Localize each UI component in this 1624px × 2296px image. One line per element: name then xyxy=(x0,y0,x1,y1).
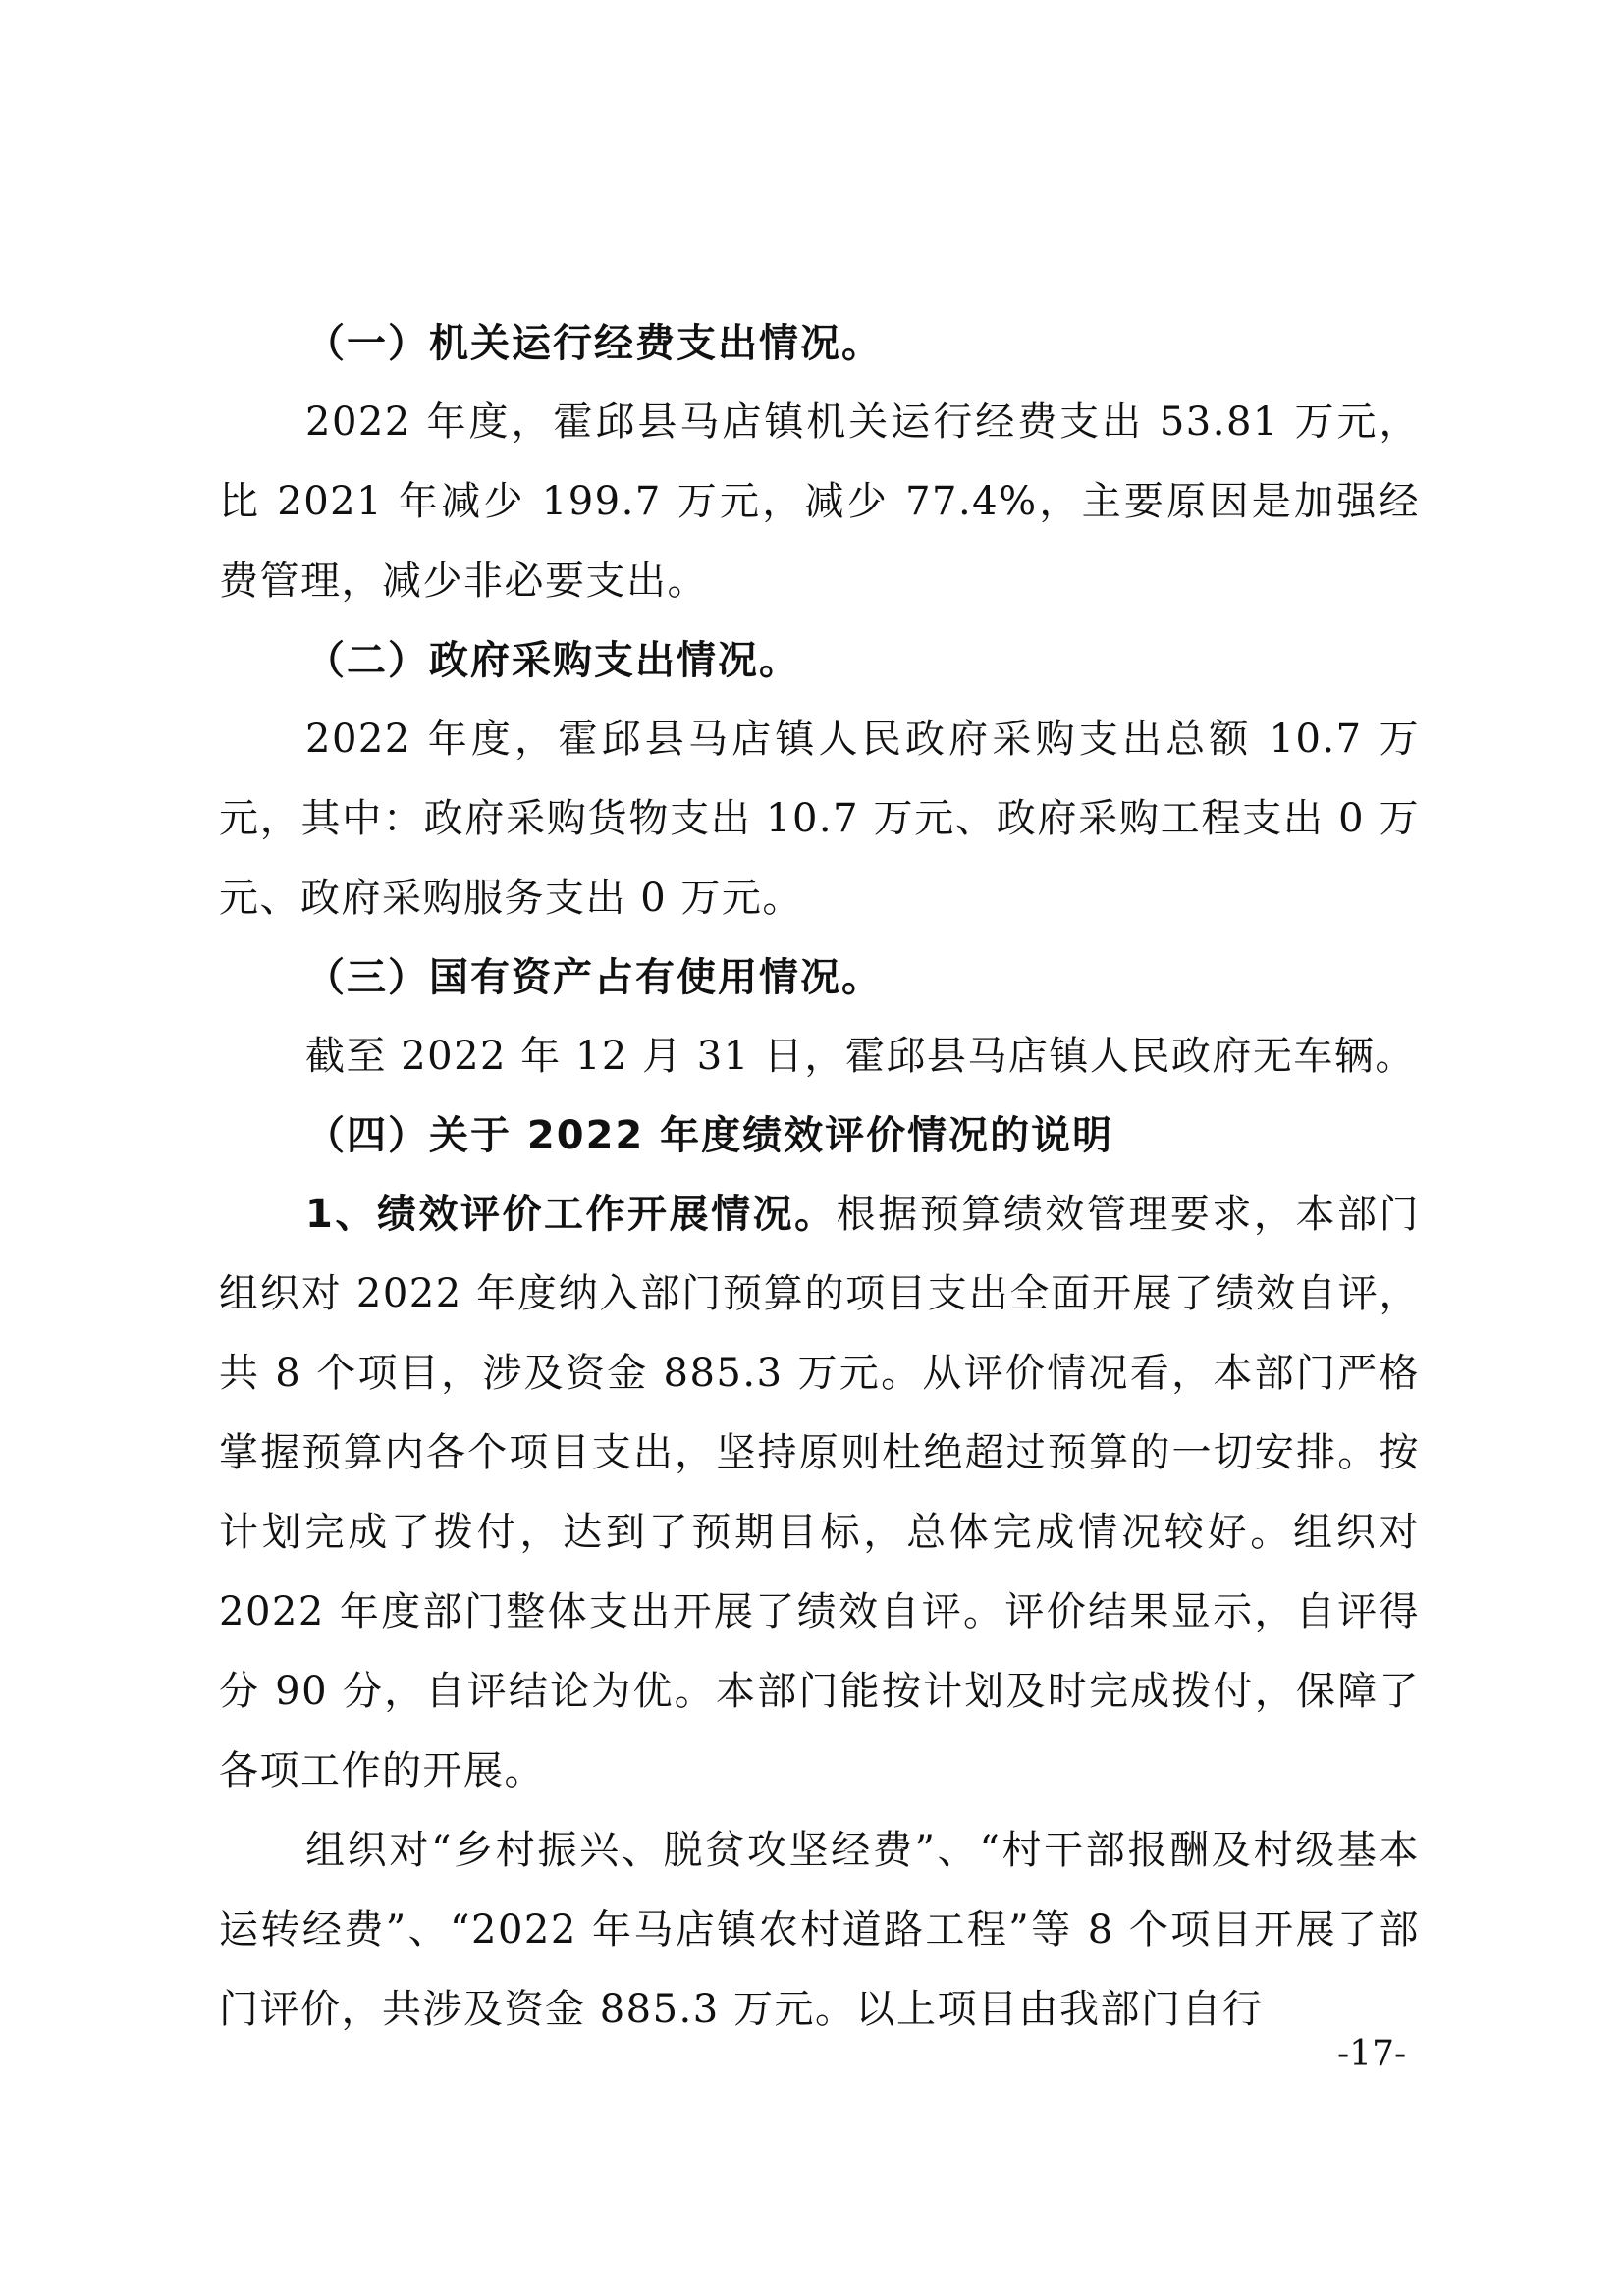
section-paragraph-2: 2022 年度，霍邱县马店镇人民政府采购支出总额 10.7 万元，其中：政府采购货物支出 10.7 万元、政府采购工程支出 0 万元、政府采购服务支出 0 万元。 xyxy=(219,717,1420,921)
document-body xyxy=(219,304,1420,2050)
paragraph-lead-title: 1、绩效评价工作开展情况。 xyxy=(305,1192,837,1237)
section-heading-4: （四）关于 2022 年度绩效评价情况的说明 xyxy=(305,1113,1114,1158)
section-paragraph-4-2: 组织对“乡村振兴、脱贫攻坚经费”、“村干部报酬及村级基本运转经费”、“2022 年马店镇农村道路工程”等 8 个项目开展了部门评价，共涉及资金 885.3 万元。以上项目由我部门自行 xyxy=(219,1828,1420,2032)
paragraph-body-text: 根据预算绩效管理要求，本部门组织对 2022 年度纳入部门预算的项目支出全面开展了绩效自评，共 8 个项目，涉及资金 885.3 万元。从评价情况看，本部门严格掌握预算内各个项目支出，坚持原则杜绝超过预算的一切安排。按计划完成了拨付，达到了预期目标，总体完成情况较好。组织对 2022 年度部门整体支出开展了绩效自评。评价结果显示，自评得分 90 分，自评结论为优。本部门能按计划及时完成拨付，保障了各项工作的开展。 xyxy=(219,1192,1420,1793)
section-heading-2: （二）政府采购支出情况。 xyxy=(305,638,800,683)
section-paragraph-1: 2022 年度，霍邱县马店镇机关运行经费支出 53.81 万元，比 2021 年减少 199.7 万元，减少 77.4%，主要原因是加强经费管理，减少非必要支出。 xyxy=(219,400,1420,604)
section-paragraph-4-1 xyxy=(219,1175,1420,1811)
section-heading-3: （三）国有资产占有使用情况。 xyxy=(305,955,883,1000)
section-heading-1: （一）机关运行经费支出情况。 xyxy=(305,321,883,366)
section-paragraph-3: 截至 2022 年 12 月 31 日，霍邱县马店镇人民政府无车辆。 xyxy=(305,1034,1416,1079)
page-number: -17- xyxy=(1337,2034,1407,2074)
